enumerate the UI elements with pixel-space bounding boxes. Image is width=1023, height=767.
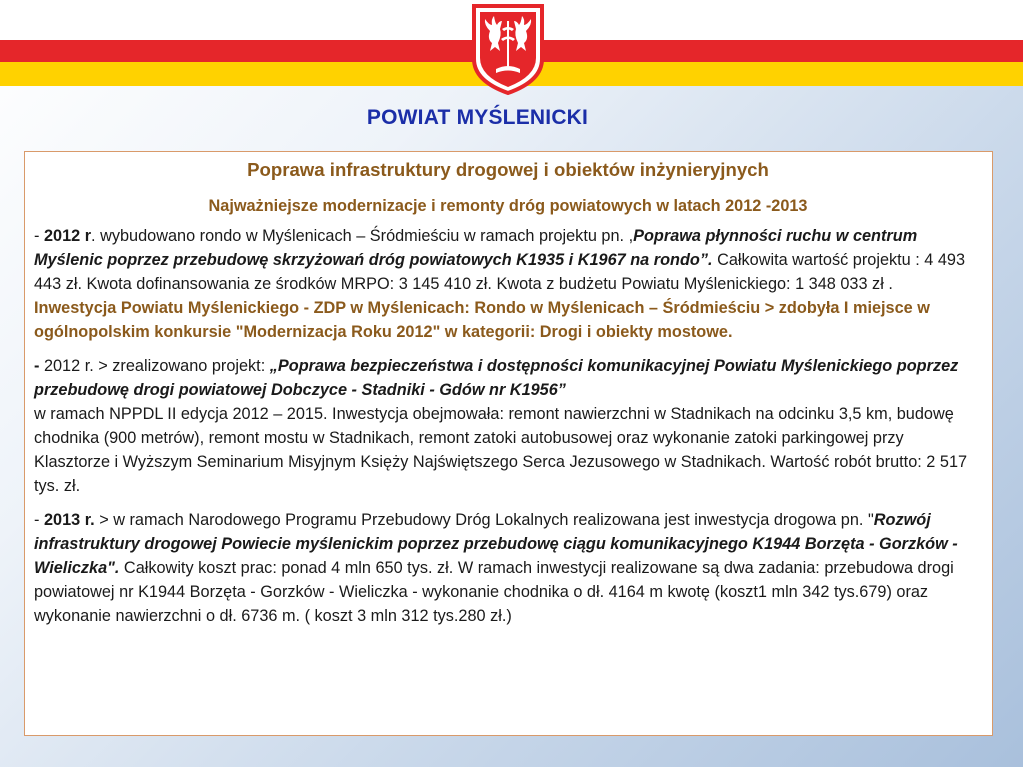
section-heading: Poprawa infrastruktury drogowej i obiektów inżynieryjnych <box>247 159 769 180</box>
project-name: Rozwój infrastruktury drogowej Powiecie myślenickim poprzez przebudowę ciągu komunikacyjnego K1944 Borzęta - Gorzków - Wieliczka". <box>34 511 958 577</box>
list-dash: - <box>34 357 40 375</box>
paragraph-2012-dobczyce <box>34 354 982 498</box>
paragraph-text: 2012 r. > zrealizowano projekt: <box>39 357 270 375</box>
paragraph-text: Całkowita wartość projektu : 4 493 443 zł. Kwota dofinansowania ze środków MRPO: 3 145 410 zł. Kwota z budżetu Powiatu Myślenickiego: 1 348 033 zł . <box>34 251 966 293</box>
page-title: POWIAT MYŚLENICKI <box>366 106 589 129</box>
paragraph-text: > w ramach Narodowego Programu Przebudowy Dróg Lokalnych realizowana jest inwestycja drogowa pn. " <box>94 511 874 529</box>
paragraph-2012-roundabout <box>34 224 982 296</box>
content-panel <box>24 151 993 736</box>
project-name: „Poprawa bezpieczeństwa i dostępności komunikacyjnej Powiatu Myślenickiego poprzez przebudowę drogi powiatowej Dobczyce - Stadniki - Gdów nr K1956” <box>34 357 959 399</box>
paragraph-text: Całkowity koszt prac: ponad 4 mln 650 tys. zł. W ramach inwestycji realizowane są dwa zadania: przebudowa drogi powiatowej nr K1944 Borzęta - Gorzków - Wieliczka - wykonanie chodnika o dł. 4164 m kwotę (koszt1 mln 342 tys.679) oraz wykonanie nawierzchni o dł. 6736 m. ( koszt 3 mln 312 tys.280 zł.) <box>34 559 954 625</box>
section-subheading: Najważniejsze modernizacje i remonty dróg powiatowych w latach 2012 -2013 <box>208 197 808 215</box>
year-label: 2012 r <box>43 227 92 245</box>
paragraph-text: . wybudowano rondo w Myślenicach – Śródmieściu w ramach projektu pn. , <box>91 227 634 245</box>
project-name: Poprawa płynności ruchu w centrum Myślenic poprzez przebudowę skrzyżowań dróg powiatowych K1935 i K1967 na rondo”. <box>34 227 918 269</box>
year-label: 2013 r. <box>43 511 95 529</box>
paragraph-2013-borzeta <box>34 508 982 628</box>
list-dash: - <box>34 227 44 245</box>
award-note: Inwestycja Powiatu Myślenickiego - ZDP w Myślenicach: Rondo w Myślenicach – Śródmieściu > zdobyła I miejsce w ogólnopolskim konkursie "Modernizacja Roku 2012" w kategorii: Drogi i obiekty mostowe. <box>34 299 930 341</box>
list-dash: - <box>34 511 44 529</box>
paragraph-text: w ramach NPPDL II edycja 2012 – 2015. Inwestycja obejmowała: remont nawierzchni w Stadnikach na odcinku 3,5 km, budowę chodnika (900 metrów), remont mostu w Stadnikach, remont zatoki autobusowej oraz wykonanie zatoki parkingowej przy Klasztorze i Wyższym Seminarium Misyjnym Księży Najświętszego Serca Jezusowego w Stadnikach. Wartość robót brutto: 2 517 tys. zł. <box>34 405 968 495</box>
coat-of-arms-emblem <box>470 3 546 95</box>
